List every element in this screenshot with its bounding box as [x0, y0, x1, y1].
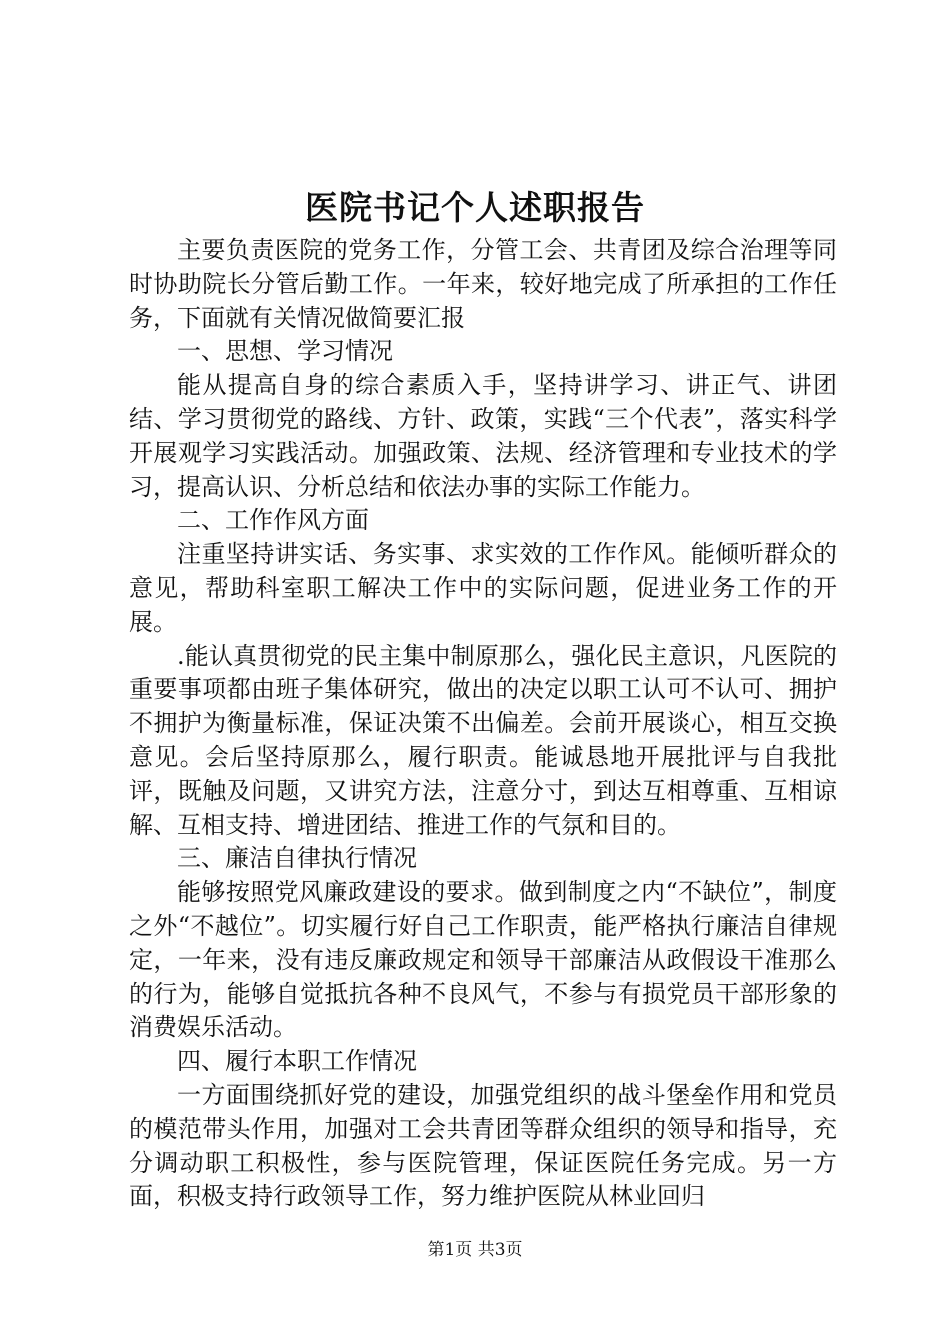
- paragraph: .能认真贯彻党的民主集中制原那么，强化民主意识，凡医院的重要事项都由班子集体研究，做出的决定以职工认可不认可、拥护不拥护为衡量标准，保证决策不出偏差。会前开展谈心，相互交换意见。会后坚持原那么，履行职责。能诚恳地开展批评与自我批评，既触及问题，又讲究方法，注意分寸，到达互相尊重、互相谅解、互相支持、增进团结、推进工作的气氛和目的。: [129, 641, 837, 839]
- document-title: 医院书记个人述职报告: [305, 188, 645, 227]
- paragraph: 一方面围绕抓好党的建设，加强党组织的战斗堡垒作用和党员的模范带头作用，加强对工会共青团等群众组织的领导和指导，充分调动职工积极性，参与医院管理，保证医院任务完成。另一方面，积极支持行政领导工作，努力维护医院从林业回归: [129, 1080, 837, 1211]
- document-body: [129, 234, 837, 1214]
- paragraph-intro: 主要负责医院的党务工作，分管工会、共青团及综合治理等同时协助院长分管后勤工作。一年来，较好地完成了所承担的工作任务，下面就有关情况做简要汇报: [129, 236, 837, 332]
- paragraph: 注重坚持讲实话、务实事、求实效的工作作风。能倾听群众的意见，帮助科室职工解决工作中的实际问题，促进业务工作的开展。: [129, 540, 837, 636]
- paragraph: 能从提高自身的综合素质入手，坚持讲学习、讲正气、讲团结、学习贯彻党的路线、方针、政策，实践“三个代表”，落实科学开展观学习实践活动。加强政策、法规、经济管理和专业技术的学习，提高认识、分析总结和依法办事的实际工作能力。: [129, 371, 837, 501]
- section-heading-2: 二、工作作风方面: [177, 506, 369, 535]
- paragraph: 能够按照党风廉政建设的要求。做到制度之内“不缺位”，制度之外“不越位”。切实履行好自己工作职责，能严格执行廉洁自律规定，一年来，没有违反廉政规定和领导干部廉洁从政假设干准那么的行为，能够自觉抵抗各种不良风气，不参与有损党员干部形象的消费娱乐活动。: [129, 878, 837, 1042]
- section-heading-1: 一、思想、学习情况: [177, 337, 393, 366]
- section-heading-4: 四、履行本职工作情况: [177, 1047, 417, 1076]
- section-heading-3: 三、廉洁自律执行情况: [177, 844, 417, 873]
- page-footer: 第1页 共3页: [427, 1240, 523, 1260]
